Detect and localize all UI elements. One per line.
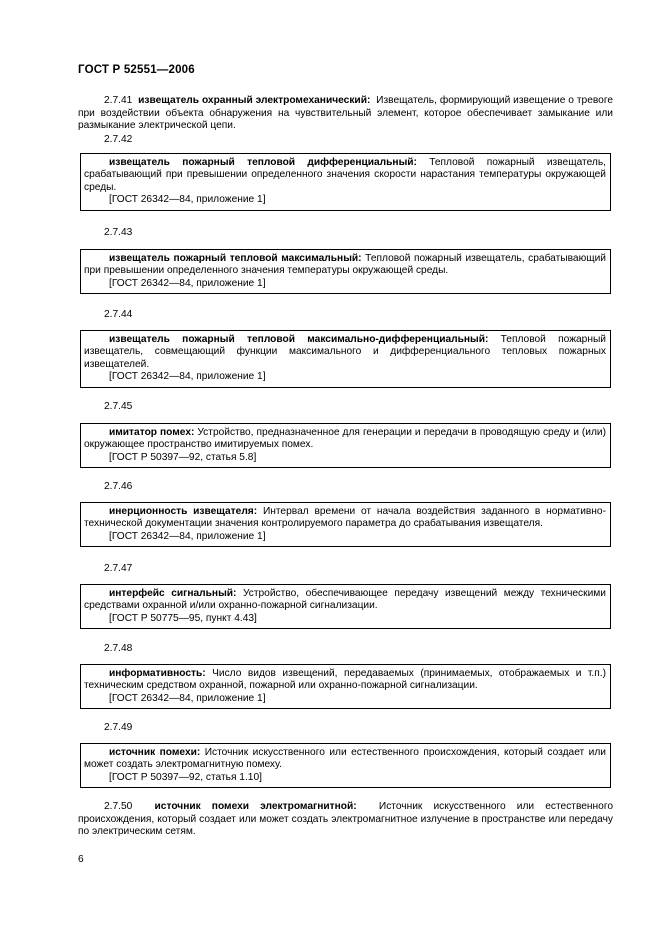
definition: Тепловой пожарный извещатель, срабатывающий при превышении определенного значения скорости нарастания температуры окружающей среды. <box>84 157 606 193</box>
clause-number: 2.7.48 <box>104 643 133 654</box>
definition-line <box>84 427 606 452</box>
term-box <box>80 743 611 788</box>
paragraph-2-7-41 <box>78 95 613 133</box>
paragraph-2-7-50 <box>78 801 613 839</box>
definition: Устройство, обеспечивающее передачу извещений между техническими средствами охранной и/или охранно-пожарной сигнализации. <box>84 588 606 612</box>
term: информативность: <box>109 668 206 679</box>
source-reference: [ГОСТ 26342—84, приложение 1] <box>109 194 266 206</box>
definition-line <box>84 588 606 613</box>
definition: Источник искусственного или естественного происхождения, который создает или может создать электромагнитную помеху. <box>84 747 606 771</box>
term: извещатель пожарный тепловой максимальный: <box>109 253 362 264</box>
clause-number: 2.7.43 <box>104 227 133 238</box>
source-reference: [ГОСТ Р 50397—92, статья 5.8] <box>109 451 257 463</box>
definition: Источник искусственного или естественного происхождения, который создает или может создать электромагнитное излучение в пространстве или передачу по электрическим сетям. <box>78 801 613 838</box>
term-box <box>80 249 611 294</box>
definition: Интервал времени от начала воздействия заданного в нормативно-технической документации значения контролируемого параметра до срабатывания извещателя. <box>84 506 606 530</box>
term: инерционность извещателя: <box>109 506 258 517</box>
definition: Тепловой пожарный извещатель, срабатывающий при превышении определенного значения температуры окружающей среды. <box>84 253 606 277</box>
document-header: ГОСТ Р 52551—2006 <box>78 64 195 76</box>
source-reference: [ГОСТ 26342—84, приложение 1] <box>109 692 266 704</box>
source-reference: [ГОСТ Р 50775—95, пункт 4.43] <box>109 612 257 624</box>
term: интерфейс сигнальный: <box>109 588 237 599</box>
page-number: 6 <box>78 854 84 865</box>
term: источник помехи электромагнитной: <box>154 801 357 812</box>
term-box <box>80 502 611 547</box>
clause-number: 2.7.42 <box>104 134 133 145</box>
clause-number: 2.7.50 <box>104 801 133 812</box>
clause-number: 2.7.46 <box>104 481 133 492</box>
source-reference: [ГОСТ 26342—84, приложение 1] <box>109 530 266 542</box>
clause-number: 2.7.47 <box>104 563 133 574</box>
definition-line <box>84 747 606 772</box>
definition: Устройство, предназначенное для генерации и передачи в проводящую среду и (или) окружающее пространство имитируемых помех. <box>84 427 606 451</box>
term-box <box>80 153 611 211</box>
clause-number: 2.7.44 <box>104 309 133 320</box>
term-box <box>80 664 611 709</box>
term: извещатель охранный электромеханический: <box>138 95 371 106</box>
clause-number: 2.7.49 <box>104 722 133 733</box>
definition: Тепловой пожарный извещатель, совмещающий функции максимального и дифференциального тепловых пожарных извещателей. <box>84 334 606 370</box>
term: источник помехи: <box>109 747 201 758</box>
definition-line <box>84 334 606 371</box>
term: извещатель пожарный тепловой максимально-дифференциальный: <box>109 334 489 345</box>
definition: Число видов извещений, передаваемых (принимаемых, отображаемых и т.п.) техническим средством охранной, пожарной или охранно-пожарной сигнализации. <box>84 668 606 692</box>
definition: Извещатель, формирующий извещение о тревоге при воздействии объекта обнаружения на чувствительный элемент, которое обеспечивает замыкание или размыкание электрической цепи. <box>78 95 613 132</box>
term: извещатель пожарный тепловой дифференциальный: <box>109 157 417 168</box>
definition-line <box>84 668 606 693</box>
clause-number: 2.7.45 <box>104 401 133 412</box>
source-reference: [ГОСТ 26342—84, приложение 1] <box>109 371 266 383</box>
definition-line <box>84 157 606 194</box>
source-reference: [ГОСТ Р 50397—92, статья 1.10] <box>109 771 262 783</box>
term: имитатор помех: <box>109 427 195 438</box>
definition-line <box>84 506 606 531</box>
source-reference: [ГОСТ 26342—84, приложение 1] <box>109 277 266 289</box>
term-box <box>80 423 611 468</box>
definition-line <box>84 253 606 278</box>
term-box <box>80 330 611 388</box>
term-box <box>80 584 611 629</box>
clause-number: 2.7.41 <box>104 95 133 106</box>
